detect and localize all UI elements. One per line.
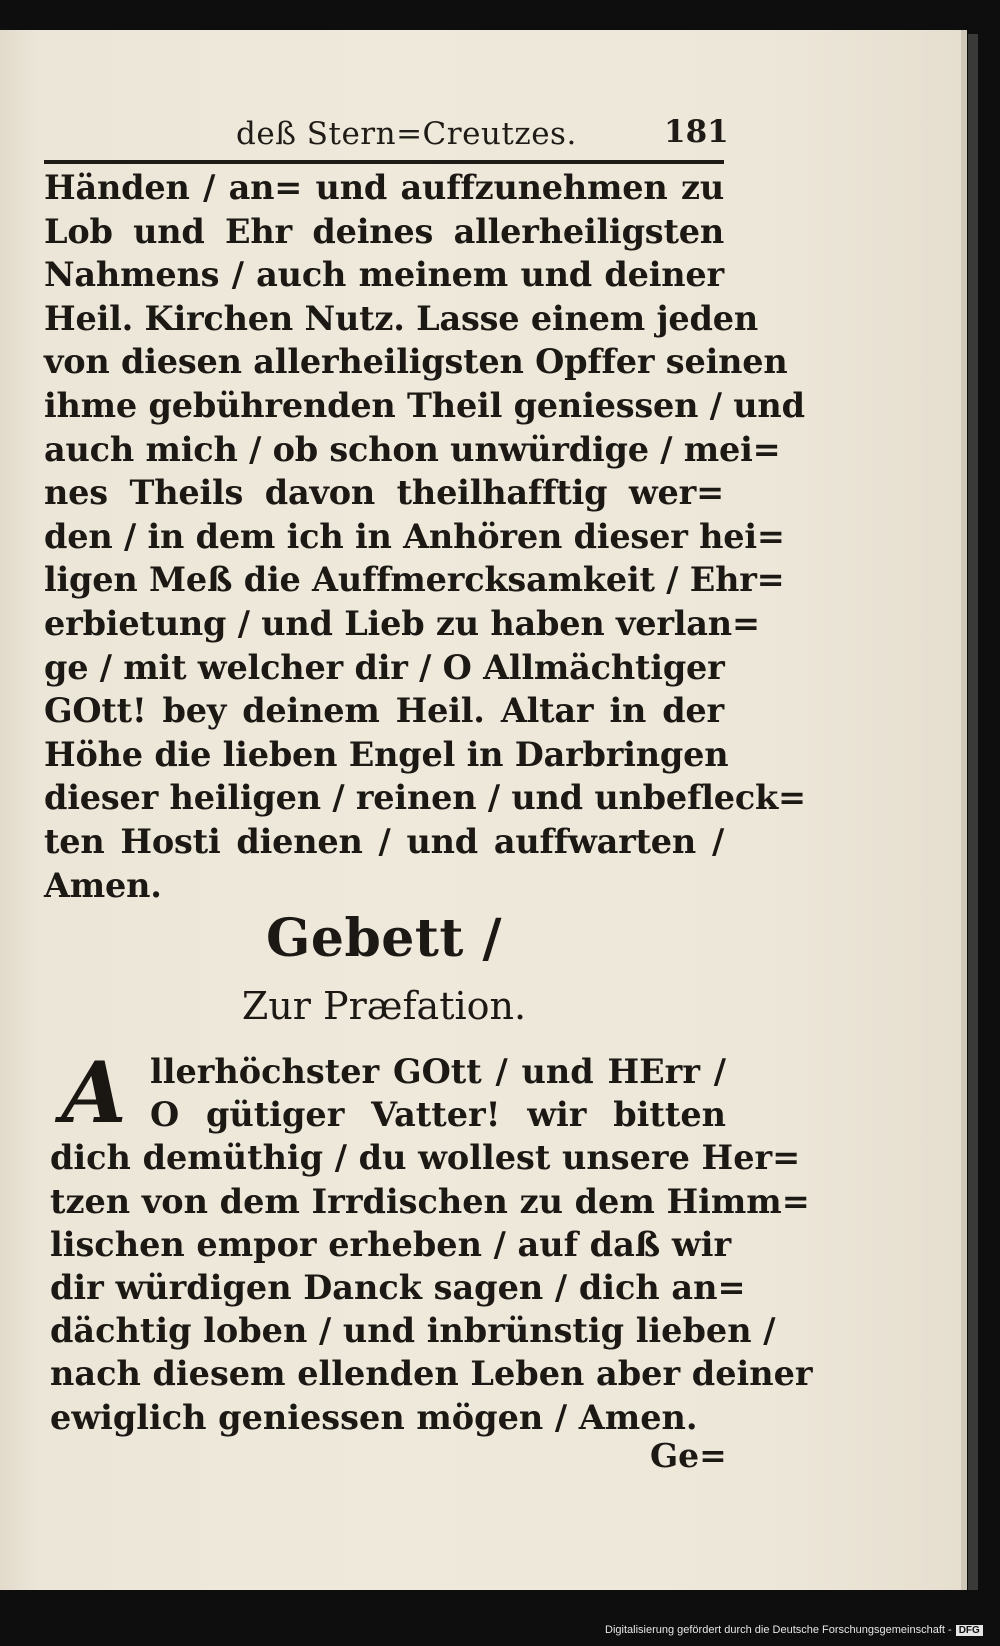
text-line: Heil. Kirchen Nutz. Lasse einem jeden [44, 298, 759, 338]
text-line: nes Theils davon theilhafftig wer= [44, 473, 724, 513]
page-edge [968, 34, 978, 1590]
text-line: den / in dem ich in Anhören dieser hei= [44, 516, 785, 556]
running-title: deß Stern=Creutzes. [236, 116, 577, 152]
text-line: ten Hosti dienen / und auffwarten / [44, 821, 724, 861]
text-line: erbietung / und Lieb zu haben verlan= [44, 603, 760, 643]
prayer-paragraph [50, 1043, 813, 1439]
dfg-logo: DFG [956, 1625, 983, 1636]
page-header [46, 114, 729, 152]
text-line: dir würdigen Danck sagen / dich an= [50, 1268, 746, 1308]
credit-text: Digitalisierung gefördert durch die Deutsche Forschungsgemeinschaft - [605, 1624, 952, 1636]
section-heading: Gebett / [265, 908, 503, 969]
text-line: O gütiger Vatter! wir bitten [150, 1095, 726, 1135]
text-line: dächtig loben / und inbrünstig lieben / [50, 1311, 776, 1351]
text-line: ihme gebührenden Theil geniessen / und [44, 385, 805, 425]
catchword: Ge= [650, 1436, 727, 1475]
body-paragraph [44, 166, 806, 907]
digitization-credit [605, 1624, 983, 1636]
text-line: Nahmens / auch meinem und deiner [44, 255, 724, 295]
text-line: dieser heiligen / reinen / und unbefleck= [44, 778, 806, 818]
text-line: von diesen allerheiligsten Opffer seinen [44, 342, 788, 382]
text-line: Lob und Ehr deines allerheiligsten [44, 211, 724, 251]
section-subheading: Zur Præfation. [241, 984, 527, 1028]
text-line: GOtt! bey deinem Heil. Altar in der [44, 691, 724, 731]
text-line: dich demüthig / du wollest unsere Her= [50, 1138, 801, 1178]
text-line: nach diesem ellenden Leben aber deiner [50, 1354, 813, 1394]
text-line: ewiglich geniessen mögen / Amen. [50, 1397, 698, 1437]
text-line: Höhe die lieben Engel in Darbringen [44, 734, 729, 774]
header-rule [44, 160, 724, 164]
text-line: tzen von dem Irrdischen zu dem Himm= [50, 1181, 810, 1221]
text-line: ge / mit welcher dir / O Allmächtiger [44, 647, 725, 687]
text-line: ligen Meß die Auffmercksamkeit / Ehr= [44, 560, 785, 600]
text-line: Händen / an= und auffzunehmen zu [44, 168, 724, 207]
text-line: Amen. [44, 865, 162, 905]
text-line: lischen empor erheben / auf daß wir [50, 1224, 732, 1264]
drop-capital: A [61, 1043, 127, 1142]
text-line: llerhöchster GOtt / und HErr / [150, 1052, 726, 1091]
page-number: 181 [664, 114, 729, 150]
text-line: auch mich / ob schon unwürdige / mei= [44, 429, 781, 469]
